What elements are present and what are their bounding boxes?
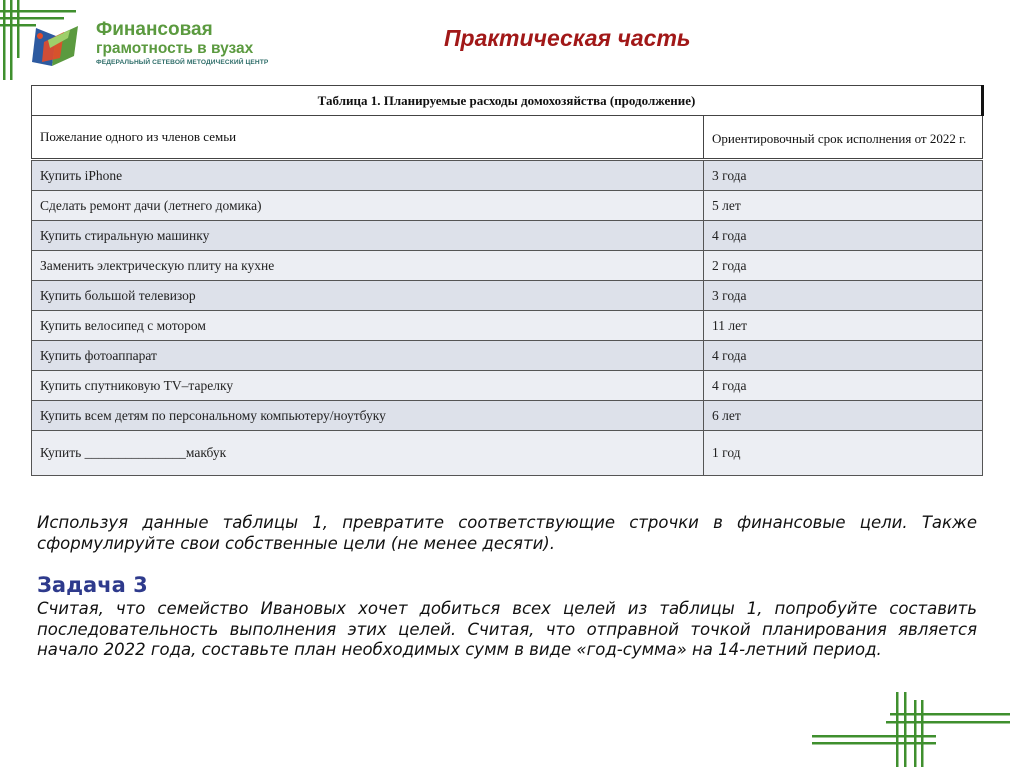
logo-tagline: ФЕДЕРАЛЬНЫЙ СЕТЕВОЙ МЕТОДИЧЕСКИЙ ЦЕНТР xyxy=(96,59,269,66)
table-row xyxy=(32,401,983,431)
cell-term: 11 лет xyxy=(704,311,983,341)
logo-emblem-icon xyxy=(30,22,86,72)
table-row xyxy=(32,311,983,341)
logo-subtitle: грамотность в вузах xyxy=(96,40,254,57)
cell-term: 3 года xyxy=(704,281,983,311)
cell-wish: Купить спутниковую TV–тарелку xyxy=(32,371,704,401)
cell-wish: Сделать ремонт дачи (летнего домика) xyxy=(32,191,704,221)
logo xyxy=(30,20,275,72)
cell-wish: Купить _______________макбук xyxy=(32,431,704,476)
cell-wish: Купить iPhone xyxy=(32,161,704,191)
table-row xyxy=(32,431,983,476)
cell-wish: Заменить электрическую плиту на кухне xyxy=(32,251,704,281)
column-header-wish: Пожелание одного из членов семьи xyxy=(32,116,704,159)
page-title: Практическая часть xyxy=(444,25,691,51)
cell-term: 4 года xyxy=(704,341,983,371)
task-3-text: Считая, что семейство Ивановых хочет добиться всех целей из таблицы 1, попробуйте составить последовательность выполнения этих целей. Считая, что отправной точкой планирования является начало 2022 года, составьте план необходимых сумм в виде «год-сумма» на 14-летний период. xyxy=(37,599,977,659)
cell-term: 4 года xyxy=(704,371,983,401)
table-row xyxy=(32,191,983,221)
table-row xyxy=(32,341,983,371)
column-header-term: Ориентировочный срок исполнения от 2022 г. xyxy=(704,116,983,159)
logo-title: Финансовая xyxy=(96,19,213,40)
cell-term: 6 лет xyxy=(704,401,983,431)
task-3-heading: Задача 3 xyxy=(37,573,148,597)
table-row xyxy=(32,371,983,401)
cell-term: 1 год xyxy=(704,431,983,476)
cell-wish: Купить велосипед с мотором xyxy=(32,311,704,341)
cell-term: 5 лет xyxy=(704,191,983,221)
table-row xyxy=(32,281,983,311)
cell-wish: Купить всем детям по персональному компьютеру/ноутбуку xyxy=(32,401,704,431)
table-row xyxy=(32,221,983,251)
cell-wish: Купить большой телевизор xyxy=(32,281,704,311)
table-row xyxy=(32,251,983,281)
cell-wish: Купить фотоаппарат xyxy=(32,341,704,371)
cell-wish: Купить стиральную машинку xyxy=(32,221,704,251)
cell-term: 2 года xyxy=(704,251,983,281)
expenses-table xyxy=(31,160,983,476)
table-row xyxy=(32,161,983,191)
table-header xyxy=(31,85,984,159)
table-caption: Таблица 1. Планируемые расходы домохозяйства (продолжение) xyxy=(32,86,983,116)
instruction-text: Используя данные таблицы 1, превратите соответствующие строчки в финансовые цели. Также сформулируйте свои собственные цели (не менее десяти). xyxy=(37,513,977,553)
cell-term: 4 года xyxy=(704,221,983,251)
cell-term: 3 года xyxy=(704,161,983,191)
